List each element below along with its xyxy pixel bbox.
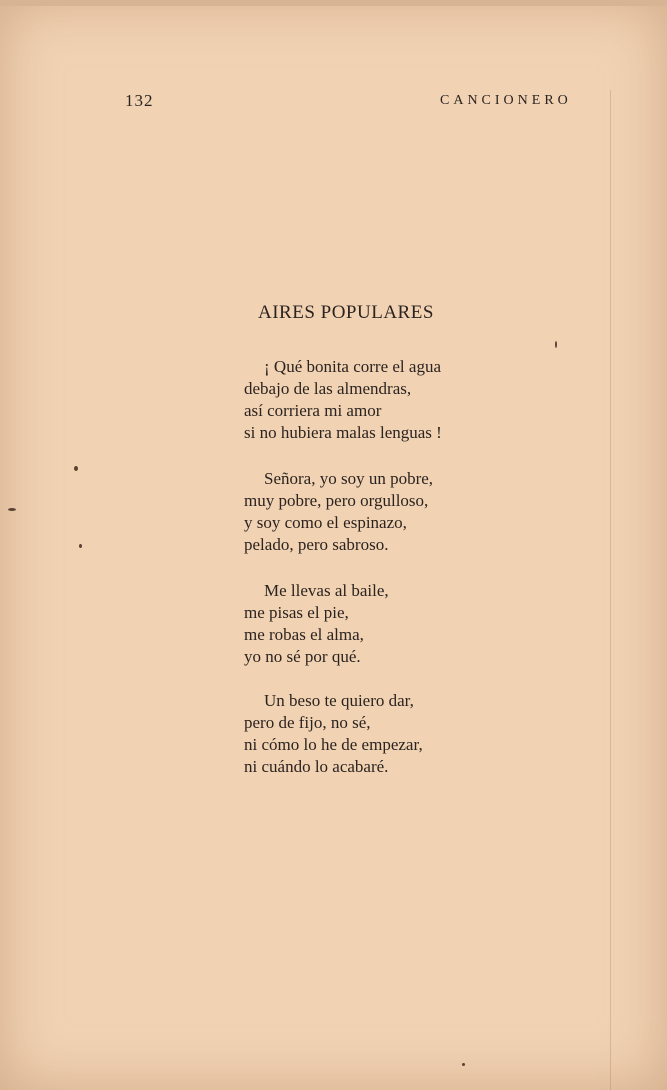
running-head: CANCIONERO	[440, 93, 572, 108]
poem-line: si no hubiera malas lenguas !	[244, 423, 442, 442]
stanza	[244, 580, 389, 668]
poem-line: Me llevas al baile,	[264, 581, 389, 600]
paper-speck	[79, 544, 82, 548]
stanza	[244, 356, 442, 444]
paper-speck	[8, 508, 16, 511]
poem-line: ¡ Qué bonita corre el agua	[264, 357, 441, 376]
paper-speck	[74, 466, 78, 471]
poem-line: me robas el alma,	[244, 625, 364, 644]
poem-line: Un beso te quiero dar,	[264, 691, 414, 710]
poem-line: yo no sé por qué.	[244, 647, 361, 666]
poem-line: Señora, yo soy un pobre,	[264, 469, 434, 488]
poem-line: me pisas el pie,	[244, 603, 349, 622]
poem-line: así corriera mi amor	[244, 401, 382, 420]
page-fold-line	[610, 90, 611, 1090]
page-number: 132	[125, 91, 154, 110]
poem-line: ni cómo lo he de empezar,	[244, 735, 423, 754]
poem-line: ni cuándo lo acabaré.	[244, 757, 389, 776]
poem-line: muy pobre, pero orgulloso,	[244, 491, 429, 510]
paper-speck	[462, 1063, 465, 1066]
page-top-edge	[0, 0, 667, 6]
poem-line: pelado, pero sabroso.	[244, 535, 389, 554]
paper-speck	[555, 341, 557, 348]
poem-line: y soy como el espinazo,	[244, 513, 407, 532]
poem-line: pero de fijo, no sé,	[244, 713, 371, 732]
stanza	[244, 468, 433, 556]
stanza	[244, 690, 423, 778]
poem-line: debajo de las almendras,	[244, 379, 412, 398]
poem-title: AIRES POPULARES	[258, 302, 434, 323]
